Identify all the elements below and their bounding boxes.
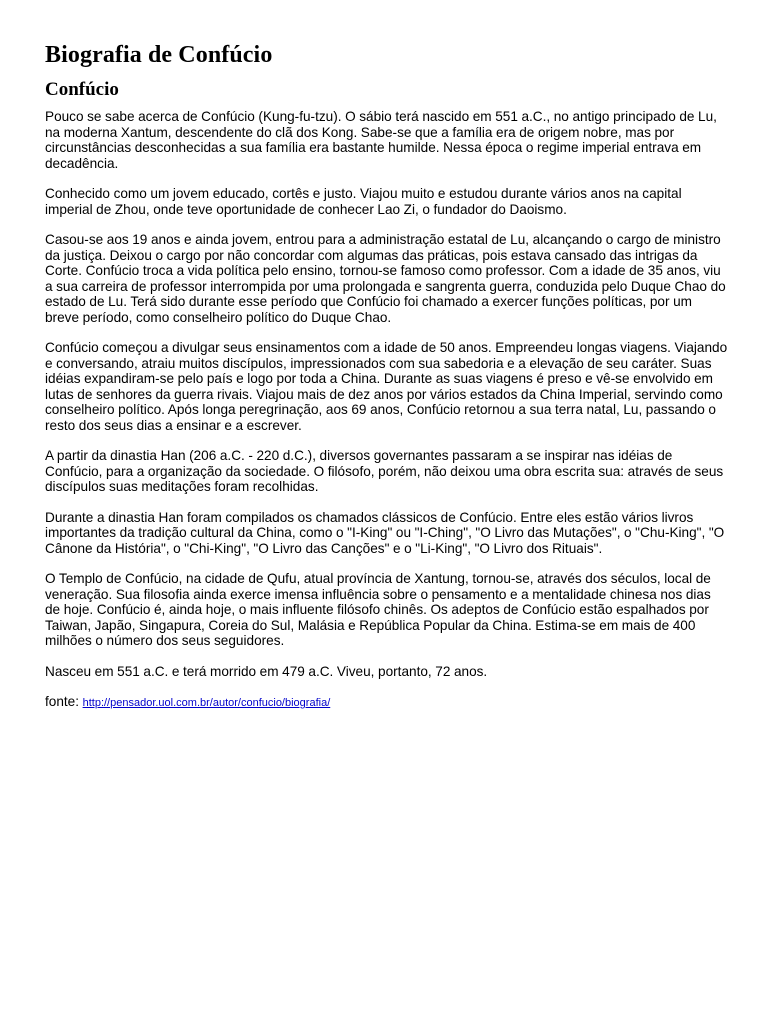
paragraph-1: Pouco se sabe acerca de Confúcio (Kung-fu-tzu). O sábio terá nascido em 551 a.C., no antigo principado de Lu, na moderna Xantum, descendente do clã dos Kong. Sabe-se que a família era de origem nobre, mas por circunstâncias desconhecidas a sua família era bastante humilde. Nessa época o regime imperial entrava em decadência. xyxy=(45,109,717,171)
source-line xyxy=(45,694,729,712)
paragraph-3: Casou-se aos 19 anos e ainda jovem, entrou para a administração estatal de Lu, alcançando o cargo de ministro da justiça. Deixou o cargo por não concordar com algumas das práticas, pois estava cansado das intrigas da Corte. Confúcio troca a vida política pelo ensino, tornou-se famoso como professor. Com a idade de 35 anos, viu a sua carreira de professor interrompida por uma prolongada e sangrenta guerra, conduzida pelo Duque Chao do estado de Lu. Terá sido durante esse período que Confúcio foi chamado a exercer funções políticas, por um breve período, como conselheiro político do Duque Chao. xyxy=(45,232,726,325)
paragraph-7: O Templo de Confúcio, na cidade de Qufu, atual província de Xantung, tornou-se, através dos séculos, local de veneração. Sua filosofia ainda exerce imensa influência sobre o pensamento e a mentalidade chinesa nos dias de hoje. Confúcio é, ainda hoje, o mais influente filósofo chinês. Os adeptos de Confúcio estão espalhados por Taiwan, Japão, Singapura, Coreia do Sul, Malásia e República Popular da China. Estima-se em mais de 400 milhões o número dos seus seguidores. xyxy=(45,571,711,648)
page-title: Biografia de Confúcio xyxy=(45,42,273,68)
paragraph-5: A partir da dinastia Han (206 a.C. - 220 d.C.), diversos governantes passaram a se inspirar nas idéias de Confúcio, para a organização da sociedade. O filósofo, porém, não deixou uma obra escrita sua: através de seus discípulos suas meditações foram recolhidas. xyxy=(45,448,724,494)
paragraph-8: Nasceu em 551 a.C. e terá morrido em 479 a.C. Viveu, portanto, 72 anos. xyxy=(45,663,488,679)
source-link[interactable]: http://pensador.uol.com.br/autor/confucio/biografia/ xyxy=(82,697,331,709)
source-label: fonte: xyxy=(45,694,80,709)
paragraph-4: Confúcio começou a divulgar seus ensinamentos com a idade de 50 anos. Empreendeu longas viagens. Viajando e conversando, atraiu muitos discípulos, impressionados com sua sabedoria e a elevação de seu caráter. Suas idéias expandiram-se pelo país e logo por toda a China. Durante as suas viagens é preso e vê-se envolvido em lutas de senhores da guerra rivais. Viajou mais de dez anos por vários estados da China Imperial, servindo como conselheiro político. Após longa peregrinação, aos 69 anos, Confúcio retornou a sua terra natal, Lu, passando o resto dos seus dias a ensinar e a escrever. xyxy=(45,340,728,433)
paragraph-2: Conhecido como um jovem educado, cortês e justo. Viajou muito e estudou durante vários anos na capital imperial de Zhou, onde teve oportunidade de conhecer Lao Zi, o fundador do Daoismo. xyxy=(45,186,682,217)
section-heading: Confúcio xyxy=(45,79,119,100)
paragraph-6: Durante a dinastia Han foram compilados os chamados clássicos de Confúcio. Entre eles estão vários livros importantes da tradição cultural da China, como o "I-King" ou "I-Ching", "O Livro das Mutações", o "Chu-King", "O Cânone da História", o "Chi-King", "O Livro das Canções" e o "Li-King", "O Livro dos Rituais". xyxy=(45,509,725,556)
